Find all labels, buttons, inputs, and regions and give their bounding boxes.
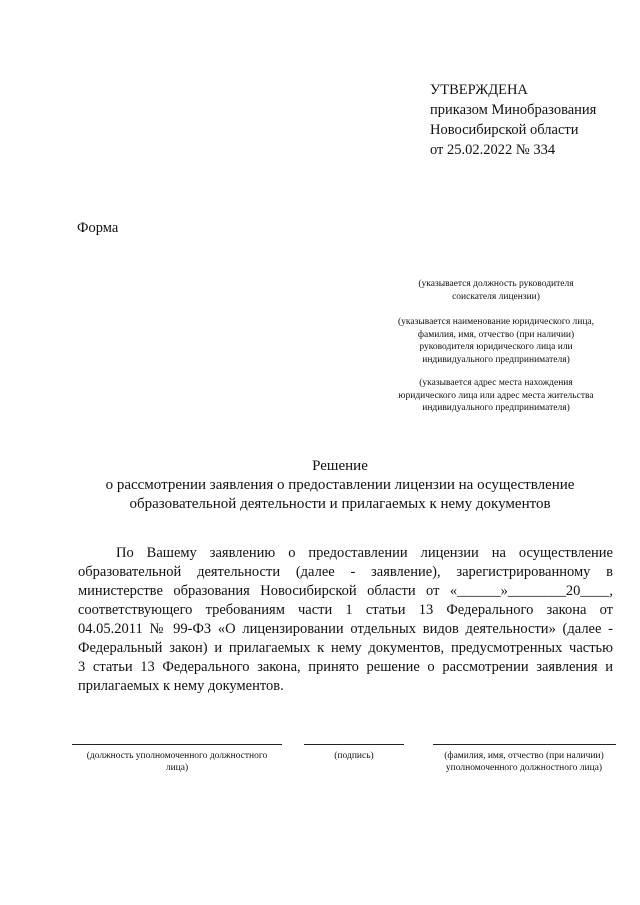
body-line: образовательной деятельности (далее - заявление), зарегистрированному в bbox=[78, 564, 613, 580]
caption-line: юридического лица или адрес места жительства bbox=[398, 390, 594, 401]
decision-body bbox=[78, 544, 613, 696]
caption-line: (указывается адрес места нахождения bbox=[419, 378, 573, 388]
caption-line: соискателя лицензии) bbox=[452, 291, 540, 302]
recipient-name-caption bbox=[376, 316, 616, 366]
caption-line: фамилия, имя, отчество (при наличии) bbox=[417, 329, 575, 340]
body-line: Федеральный закон) и прилагаемых к нему документов, предусмотренных частью bbox=[78, 640, 613, 656]
caption-line: (подпись) bbox=[334, 751, 374, 761]
signature-sign-caption bbox=[304, 750, 404, 762]
signature-name-caption bbox=[426, 750, 622, 774]
body-line: По Вашему заявлению о предоставлении лицензии на осуществление bbox=[116, 545, 613, 561]
approval-date: от 25.02.2022 № 334 bbox=[430, 142, 556, 158]
decision-subtitle-line: образовательной деятельности и прилагаемых к нему документов bbox=[129, 496, 551, 512]
caption-line: лица) bbox=[165, 763, 189, 773]
signature-name-line bbox=[433, 744, 616, 745]
recipient-address-caption bbox=[376, 377, 616, 415]
caption-line: уполномоченного должностного лица) bbox=[445, 763, 603, 773]
signature-position-line bbox=[72, 744, 282, 745]
decision-subtitle-line: о рассмотрении заявления о предоставлении лицензии на осуществление bbox=[105, 477, 575, 493]
body-line: 3 статьи 13 Федерального закона, принято решение о рассмотрении заявления и bbox=[78, 659, 613, 675]
caption-line: руководителя юридического лица или bbox=[419, 342, 573, 352]
caption-line: (должность уполномоченного должностного bbox=[86, 751, 268, 761]
decision-heading bbox=[40, 457, 640, 514]
approval-order: приказом Минобразования bbox=[430, 102, 597, 118]
decision-title: Решение bbox=[312, 458, 368, 474]
caption-line: (указывается должность руководителя bbox=[418, 279, 574, 289]
form-label: Форма bbox=[77, 220, 119, 236]
body-line: министерстве образования Новосибирской области от «______»________20____, bbox=[78, 583, 613, 599]
body-line: соответствующего требованиям части 1 статьи 13 Федерального закона от bbox=[78, 602, 613, 618]
approval-region: Новосибирской области bbox=[430, 122, 579, 138]
body-line: прилагаемых к нему документов. bbox=[78, 678, 284, 694]
caption-line: (указывается наименование юридического лица, bbox=[397, 317, 594, 327]
signature-position-caption bbox=[72, 750, 282, 774]
caption-line: индивидуального предпринимателя) bbox=[422, 403, 570, 413]
caption-line: (фамилия, имя, отчество (при наличии) bbox=[444, 751, 604, 761]
approval-title: УТВЕРЖДЕНА bbox=[430, 82, 528, 98]
caption-line: индивидуального предпринимателя) bbox=[422, 354, 570, 365]
signature-sign-line bbox=[304, 744, 404, 745]
recipient-position-caption bbox=[376, 278, 616, 303]
approval-stamp bbox=[430, 80, 630, 160]
body-line: 04.05.2011 № 99-ФЗ «О лицензировании отдельных видов деятельности» (далее - bbox=[78, 621, 613, 637]
